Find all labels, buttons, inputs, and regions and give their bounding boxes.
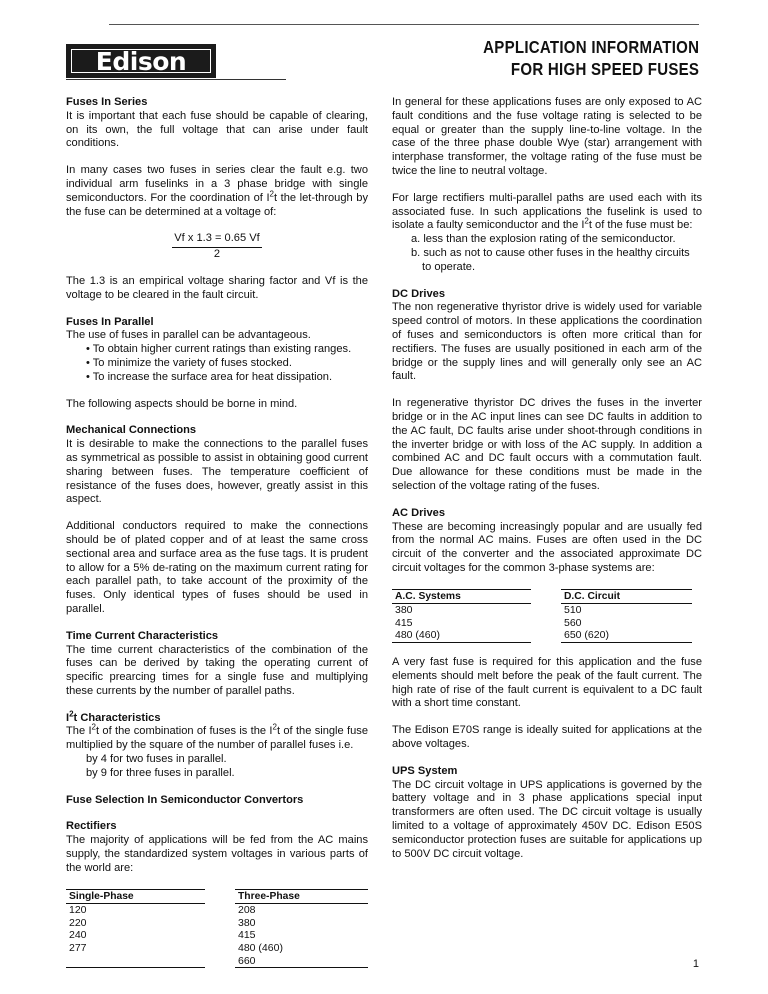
ac-drives-paragraph-3: The Edison E70S range is ideally suited for applications at the above voltages.: [392, 724, 702, 751]
ac-drives-paragraph-2: A very fast fuse is required for this application and the fuse elements should melt before the peak of the fault current. The high rate of rise of the fault current is equivalent to a DC fault with a short time constant.: [392, 656, 702, 710]
table-header-dc-circuit: D.C. Circuit: [561, 589, 692, 604]
fuse-selection-heading: Fuse Selection In Semiconductor Convertors: [66, 793, 304, 806]
table-cell: 240: [69, 929, 87, 942]
table-row: [66, 955, 368, 968]
logo-rule: [66, 79, 286, 80]
rectifier-paragraph-2: For large rectifiers multi-parallel paths are used each with its associated fuse. In such applications the fuselink is used to isolate a faulty semiconductor and the $I^2t$ of the fuse must be:: [392, 191, 702, 232]
series-paragraph-3: The 1.3 is an empirical voltage sharing factor and Vf is the voltage to be cleared in the fault circuit.: [66, 274, 368, 301]
i2t-heading: $I^2t$ Characteristics: [66, 709, 161, 724]
i2t-by-9: by 9 for three fuses in parallel.: [86, 766, 235, 779]
ac-drives-paragraph-1: These are becoming increasingly popular and are usually fed from the normal AC mains. Fuses are often used in the DC circuit of the converter and the associated approximate DC circuit voltages for the common 3-phase systems are:: [392, 520, 702, 574]
heading-line-2: FOR HIGH SPEED FUSES: [510, 59, 699, 79]
logo-frame: [71, 46, 211, 76]
dc-drives-paragraph-1: The non regenerative thyristor drive is widely used for variable speed control of motors. In these applications the coordination of fuses and semiconductors is often more critical than for rectifiers. The fuses are usually positioned in each arm of the bridge or the supply lines and will generally only see an AC fault.: [392, 301, 702, 383]
i2t-paragraph: The $I^2t$ of the combination of fuses is the $I^2t$ of the single fuse multiplied by the square of the number of parallel fuses i.e.: [66, 722, 368, 752]
ups-paragraph: The DC circuit voltage in UPS applications is governed by the battery voltage and in 3 phase applications special input transformers are often used. The DC circuit voltage is usually limited to a voltage of approximately 450V DC. Edison E50S semiconductor protection fuses are suitable for applications up to 500V DC circuit voltage.: [392, 778, 702, 860]
condition-a: a. less than the explosion rating of the semiconductor.: [411, 233, 676, 246]
table-cell: 277: [69, 942, 87, 955]
mechanical-paragraph-1: It is desirable to make the connections to the parallel fuses as symmetrical as possible to assist in obtaining good current sharing between fuses. The temperature coefficient of resistance of the fuses does, however, greatly assist in this aspect.: [66, 438, 368, 506]
table-header-three-phase: Three-Phase: [235, 889, 368, 904]
ups-system-heading: UPS System: [392, 764, 458, 777]
parallel-bullet: • To obtain higher current ratings than existing ranges.: [86, 343, 352, 356]
table-row: [392, 604, 692, 617]
table-cell: 380: [238, 916, 256, 929]
table-cell: 480 (460): [392, 629, 531, 642]
fuses-in-series-heading: Fuses In Series: [66, 96, 148, 108]
dc-drives-heading: DC Drives: [392, 287, 446, 300]
table-header-ac-systems: A.C. Systems: [392, 589, 531, 604]
page-number: 1: [692, 958, 699, 970]
table-cell: 650 (620): [561, 629, 692, 642]
right-column: [392, 96, 702, 874]
table-cell: 380: [395, 604, 413, 617]
table-cell: 660: [235, 955, 368, 968]
table-cell: [66, 955, 205, 968]
table-cell: 208: [238, 904, 256, 917]
table-row: [66, 929, 368, 942]
table-header-single-phase: Single-Phase: [66, 889, 205, 904]
table-row: [66, 942, 368, 955]
dc-circuit-voltage-table: [392, 589, 692, 643]
parallel-intro: The use of fuses in parallel can be advantageous.: [66, 329, 311, 342]
table-row: [392, 629, 692, 642]
formula-denominator: 2: [213, 248, 221, 261]
mechanical-paragraph-2: Additional conductors required to make the connections should be of plated copper and of at least the same cross sectional area and surface area as the fuse tags. It is prudent to allow for a 5% de-rating on the maximum current rating for each parallel path, to take account of the proximity of the fuses. Only identical types of fuses should be used in parallel.: [66, 520, 368, 615]
rectifiers-paragraph: The majority of applications will be fed from the AC mains supply, the standardized system voltages in various parts of the world are:: [66, 834, 368, 874]
system-voltage-table: [66, 889, 368, 969]
table-cell: 480 (460): [238, 942, 283, 955]
left-column: [66, 96, 368, 981]
table-row: [392, 617, 692, 630]
rectifier-paragraph-1: In general for these applications fuses are only exposed to AC fault conditions and the fuse voltage rating is selected to be equal or greater than the supply line-to-line voltage. In the case of the three phase double Wye (star) arrangement with interphase transformer, the voltage rating of the fuse must be twice the line to neutral voltage.: [392, 96, 702, 177]
fuses-in-parallel-heading: Fuses In Parallel: [66, 315, 154, 328]
mechanical-connections-heading: Mechanical Connections: [66, 424, 197, 437]
ac-drives-heading: AC Drives: [392, 506, 446, 519]
series-paragraph-1: It is important that each fuse should be capable of clearing, on its own, the full voltage that can arise under fault conditions.: [66, 109, 368, 150]
table-cell: 560: [564, 616, 582, 629]
time-current-heading: Time Current Characteristics: [66, 629, 219, 642]
parallel-bullet: • To increase the surface area for heat dissipation.: [86, 370, 333, 383]
series-paragraph-2: In many cases two fuses in series clear the fault e.g. two individual arm fuselinks in a 3 phase bridge with single semiconductors. For the coordination of $I^2t$ the let-through by the fuse can be determined at a voltage of:: [66, 164, 368, 218]
table-row: [66, 904, 368, 917]
voltage-formula: [66, 232, 368, 262]
heading-line-1: APPLICATION INFORMATION: [482, 37, 699, 57]
formula-numerator: Vf x 1.3 = 0.65 Vf: [172, 232, 261, 248]
page-heading: [483, 36, 699, 80]
i2t-by-4: by 4 for two fuses in parallel.: [86, 753, 227, 766]
table-cell: 220: [69, 916, 87, 929]
logo-text: Edison: [95, 46, 187, 76]
table-cell: 120: [69, 904, 87, 917]
parallel-bullet: • To minimize the variety of fuses stocked.: [86, 356, 292, 369]
condition-b: b. such as not to cause other fuses in the healthy circuits to operate.: [411, 246, 690, 273]
edison-logo: [66, 44, 216, 78]
aspects-paragraph: The following aspects should be borne in mind.: [66, 397, 298, 410]
dc-drives-paragraph-2: In regenerative thyristor DC drives the fuses in the inverter bridge or in the AC input lines can see DC faults in addition to the AC fault, DC faults arise under shoot-through conditions in the inverter bridge or with loss of the AC supply. In addition a combined AC and DC fault occurs with a commutation fault. Due allowance for these conditions must be made in the selection of the voltage rating of the fuses.: [392, 397, 702, 492]
rectifiers-heading: Rectifiers: [66, 820, 117, 833]
top-rule: [109, 24, 699, 25]
table-cell: 510: [564, 604, 582, 617]
table-cell: 415: [395, 616, 413, 629]
table-row: [66, 917, 368, 930]
time-current-paragraph: The time current characteristics of the combination of the fuses can be derived by taking the operating current of specific prearcing times for a single fuse and multiplying these currents by the number of parallel paths.: [66, 643, 368, 697]
table-cell: 415: [238, 929, 256, 942]
